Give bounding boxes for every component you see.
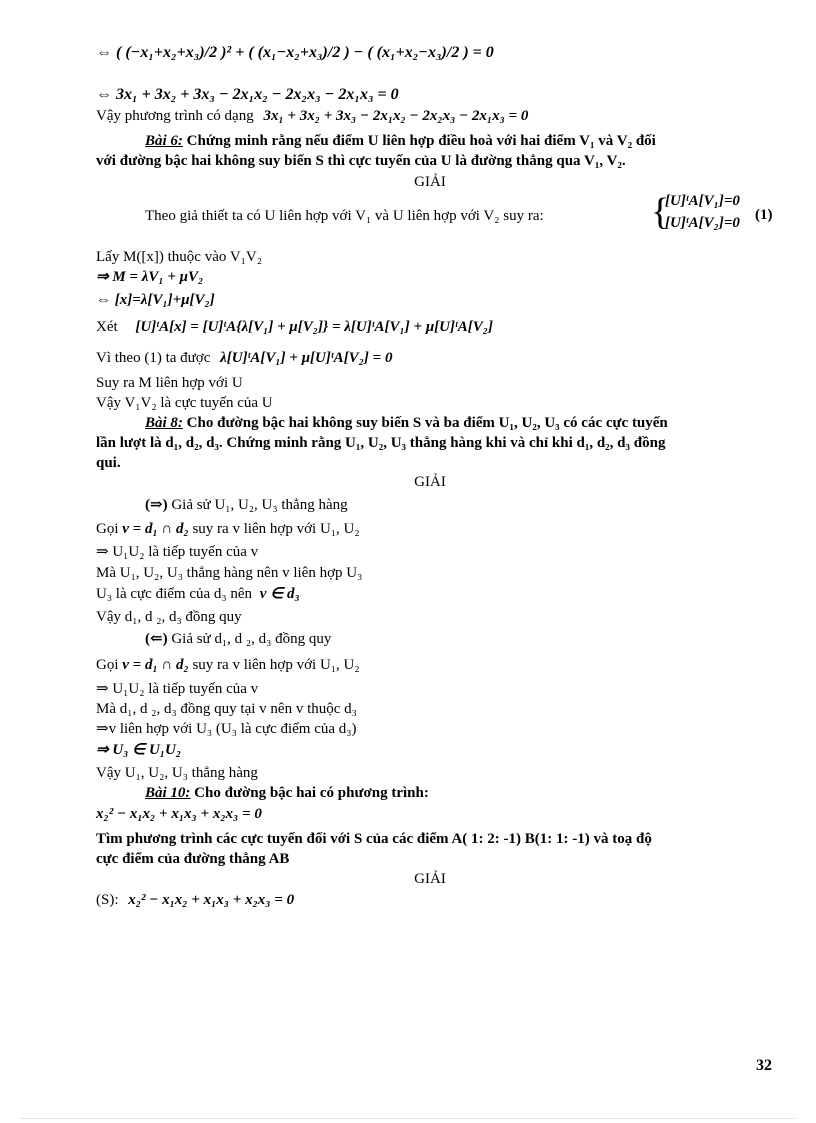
text: Xét: [96, 319, 118, 335]
equation: x₂² − x₁x₂ + x₁x₃ + x₂x₃ = 0: [96, 806, 262, 822]
text: Gọi: [96, 657, 119, 673]
text: suy ra v liên hợp với U₁, U₂: [192, 657, 360, 673]
implication-symbol: (⇒): [145, 497, 168, 513]
text-line: Mà d₁, d ₂, d₃ đồng quy tại v nên v thuộc d₃: [96, 701, 357, 717]
equation: v = d₁ ∩ d₂: [122, 657, 189, 673]
equation: λ[U]ᵗA[V₁] + μ[U]ᵗA[V₂] = 0: [220, 350, 393, 366]
exercise-6-text: với đường bậc hai không suy biến S thì cực tuyến của U là đường thẳng qua V₁, V₂.: [96, 153, 626, 169]
text-line: [96, 349, 392, 367]
equation: v ∈ d₃: [259, 586, 300, 602]
text-line: [145, 630, 331, 648]
exercise-label: Bài 8:: [145, 415, 183, 431]
text: suy ra v liên hợp với U₁, U₂: [192, 521, 360, 537]
text: (S):: [96, 892, 119, 908]
exercise-8-text: qui.: [96, 455, 121, 471]
text: U₃ là cực điểm của d₃ nên: [96, 586, 253, 602]
exercise-10-text: cực điểm của đường thẳng AB: [96, 851, 290, 867]
exercise-label: Bài 6:: [145, 133, 183, 149]
page-number: 32: [756, 1057, 772, 1074]
text-line: ⇒v liên hợp với U₃ (U₃ là cực điểm của d₃): [96, 721, 357, 737]
text-line: [96, 107, 528, 125]
system-row-1: [U]ᵗA[V₁]=0: [665, 193, 740, 209]
exercise-label: Bài 10:: [145, 785, 191, 801]
text-line: Suy ra M liên hợp với U: [96, 375, 243, 391]
equation: v = d₁ ∩ d₂: [122, 521, 189, 537]
text: Gọi: [96, 521, 119, 537]
text-line: ⇒ U₁U₂ là tiếp tuyến của v: [96, 681, 259, 697]
exercise-text: Cho đường bậc hai có phương trình:: [194, 785, 429, 801]
equation-2: ⇔ 3x₁ + 3x₂ + 3x₃ − 2x₁x₂ − 2x₂x₃ − 2x₁x₃ = 0: [96, 86, 399, 103]
text-line: ⇒ U₁U₂ là tiếp tuyến của v: [96, 544, 259, 560]
equation-label: (1): [755, 207, 773, 223]
equation: 3x₁ + 3x₂ + 3x₃ − 2x₁x₂ − 2x₂x₃ − 2x₁x₃ = 0: [263, 108, 529, 124]
text-line: Lấy M([x]) thuộc vào V₁V₂: [96, 249, 262, 265]
equation: ⇒ M = λV₁ + μV₂: [96, 269, 204, 285]
equation-1: ⇔ ( (−x₁+x₂+x₃)/2 )² + ( (x₁−x₂+x₃)/2 ) − ( (x₁+x₂−x₃)/2 ) = 0: [96, 44, 494, 61]
exercise-text: Cho đường bậc hai không suy biến S và ba điểm U₁, U₂, U₃ có các cực tuyến: [186, 415, 668, 431]
exercise-10-text: Tìm phương trình các cực tuyến đối với S của các điểm A( 1: 2: -1) B(1: 1: -1) và toạ độ: [96, 831, 652, 847]
equation: x₂² − x₁x₂ + x₁x₃ + x₂x₃ = 0: [128, 892, 295, 908]
text-line: [96, 656, 360, 674]
text-line: [96, 520, 360, 538]
solution-heading: GIẢI: [414, 871, 446, 887]
solution-heading: GIẢI: [414, 474, 446, 490]
text-line: Vậy V₁V₂ là cực tuyến của U: [96, 395, 273, 411]
solution-heading: GIẢI: [414, 174, 446, 190]
exercise-8-heading: [145, 414, 668, 432]
text-line: [145, 496, 348, 514]
system-row-2: [U]ᵗA[V₂]=0: [665, 215, 740, 231]
text-line: [96, 891, 294, 909]
text: Giả sử U₁, U₂, U₃ thẳng hàng: [171, 497, 348, 513]
equation: [U]ᵗA[x] = [U]ᵗA{λ[V₁] + μ[V₂]} = λ[U]ᵗA[V₁] + μ[U]ᵗA[V₂]: [135, 319, 494, 335]
text-line: Mà U₁, U₂, U₃ thẳng hàng nên v liên hợp U₃: [96, 565, 363, 581]
text-line: Vậy d₁, d ₂, d₃ đồng quy: [96, 609, 242, 625]
equation: ⇔ [x]=λ[V₁]+μ[V₂]: [96, 292, 215, 308]
text-line: Theo giả thiết ta có U liên hợp với V₁ và U liên hợp với V₂ suy ra:: [145, 208, 544, 224]
exercise-text: Chứng minh rằng nếu điểm U liên hợp điều hoà với hai điểm V₁ và V₂ đối: [186, 133, 656, 149]
exercise-10-heading: [145, 784, 429, 802]
text-line: [96, 585, 300, 603]
text-line: Vậy U₁, U₂, U₃ thẳng hàng: [96, 765, 258, 781]
equation: ⇒ U₃ ∈ U₁U₂: [96, 742, 182, 758]
text-line: [96, 318, 493, 336]
exercise-8-text: lần lượt là d₁, d₂, d₃. Chứng minh rằng U₁, U₂, U₃ thẳng hàng khi và chỉ khi d₁, d₂, d₃ đồng: [96, 435, 666, 451]
text: Vì theo (1) ta được: [96, 350, 211, 366]
implication-symbol: (⇐): [145, 631, 168, 647]
page-divider: [20, 1118, 796, 1119]
text: Giả sử d₁, d ₂, d₃ đồng quy: [171, 631, 332, 647]
exercise-6-heading: [145, 132, 656, 150]
text: Vậy phương trình có dạng: [96, 108, 254, 124]
